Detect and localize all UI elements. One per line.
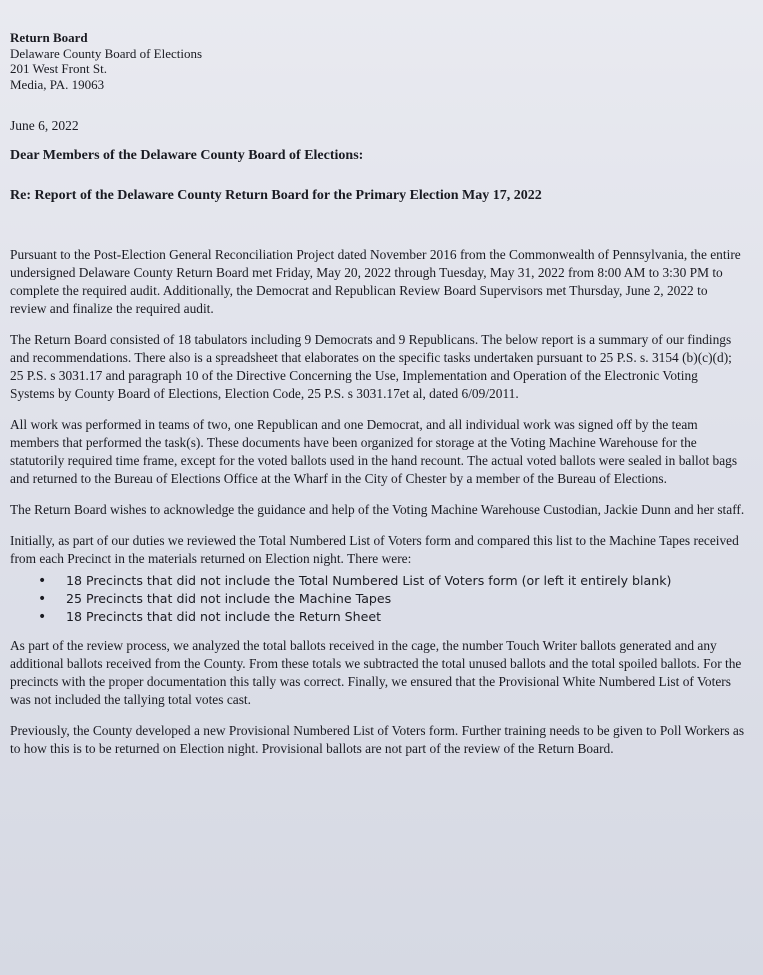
paragraph-review-process: As part of the review process, we analyzed the total ballots received in the cage, the number Touch Writer ballots generated and any additional ballots received from the County. From these totals we subtracted the total unused ballots and the total spoiled ballots. For the precincts with the proper documentation this tally was correct. Finally, we ensured that the Provisional White Numbered List of Voters was not included the tallying total votes cast. bbox=[10, 638, 742, 707]
paragraph-acknowledgement: The Return Board wishes to acknowledge the guidance and help of the Voting Machine Warehouse Custodian, Jackie Dunn and her staff. bbox=[10, 502, 745, 517]
paragraph-teams: All work was performed in teams of two, one Republican and one Democrat, and all individual work was signed off by the team members that performed the task(s). These documents have been organized for storage at the Voting Machine Warehouse for the statutorily required time frame, except for the voted ballots used in the hand recount. The actual voted ballots were sealed in ballot bags and returned to the Bureau of Elections Office at the Wharf in the City of Chester by a member of the Bureau of Elections. bbox=[10, 417, 738, 486]
sender-org: Delaware County Board of Elections bbox=[10, 45, 203, 61]
list-item: • 18 Precincts that did not include the Return Sheet bbox=[38, 608, 745, 626]
sender-city: Media, PA. 19063 bbox=[10, 76, 105, 92]
sender-name: Return Board bbox=[10, 30, 88, 45]
subject-line: Re: Report of the Delaware County Return Board for the Primary Election May 17, 2022 bbox=[10, 188, 542, 203]
letter-body bbox=[10, 246, 745, 771]
list-item: • 25 Precincts that did not include the Machine Tapes bbox=[38, 590, 745, 608]
sender-street: 201 West Front St. bbox=[10, 61, 107, 76]
salutation: Dear Members of the Delaware County Board of Elections: bbox=[10, 148, 364, 163]
paragraph-provisional: Previously, the County developed a new Provisional Numbered List of Voters form. Further training needs to be given to Poll Workers as to how this is to be returned on Election night. Provisional ballots are not part of the review of the Return Board. bbox=[10, 723, 745, 756]
letter-date: June 6, 2022 bbox=[10, 118, 79, 133]
paragraph-initial-review: Initially, as part of our duties we reviewed the Total Numbered List of Voters form and compared this list to the Machine Tapes received from each Precinct in the materials returned on Election night. There were: bbox=[10, 533, 739, 566]
list-item: • 18 Precincts that did not include the Total Numbered List of Voters form (or left it entirely blank) bbox=[38, 572, 745, 590]
sender-address bbox=[10, 30, 202, 92]
paragraph-board-composition: The Return Board consisted of 18 tabulators including 9 Democrats and 9 Republicans. The below report is a summary of our findings and recommendations. There also is a spreadsheet that elaborates on the specific tasks undertaken pursuant to 25 P.S. s. 3154 (b)(c)(d); 25 P.S. s 3031.17 and paragraph 10 of the Directive Concerning the Use, Implementation and Operation of the Electronic Voting Systems by County Board of Elections, Election Code, 25 P.S. s 3031.17et al, dated 6/09/2011. bbox=[10, 332, 732, 401]
paragraph-purpose: Pursuant to the Post-Election General Reconciliation Project dated November 2016 from the Commonwealth of Pennsylvania, the entire undersigned Delaware County Return Board met Friday, May 20, 2022 through Tuesday, May 31, 2022 from 8:00 AM to 3:30 PM to complete the required audit. Additionally, the Democrat and Republican Review Board Supervisors met Thursday, June 2, 2022 to review and finalize the required audit. bbox=[10, 247, 741, 316]
findings-list bbox=[10, 572, 745, 626]
